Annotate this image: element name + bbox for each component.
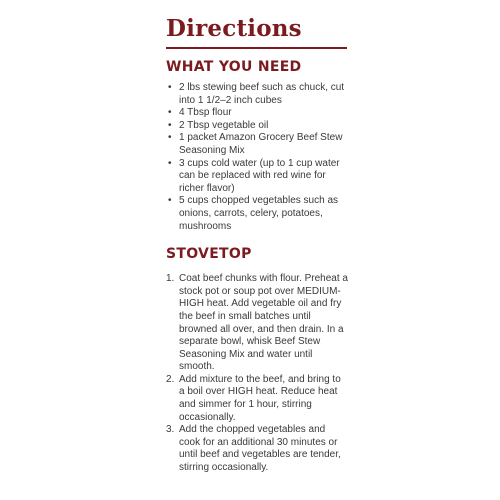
step-item [166,273,348,374]
ingredient-item [166,195,348,233]
ingredient-item [166,132,348,157]
step-number: 1. [166,273,175,285]
ingredient-item [166,120,348,133]
ingredient-item [166,107,348,120]
bullet-icon: • [168,157,172,169]
bullet-icon: • [168,82,172,93]
step-text: Coat beef chunks with flour. Preheat a stock pot or soup pot over MEDIUM-HIGH heat. Add vegetable oil and fry the beef in small batches until browned all over, and then drain. In a separate bowl, whisk Beef Stew Seasoning Mix and water until smooth. [179,273,348,373]
step-item [166,374,348,424]
step-number: 3. [166,424,175,436]
bullet-icon: • [168,119,172,131]
ingredient-text: 4 Tbsp flour [179,107,232,119]
title-divider [166,47,347,49]
step-text: Add the chopped vegetables and cook for an additional 30 minutes or until beef and vegetables are tender, stirring occasionally. [179,424,341,474]
stovetop-heading: STOVETOP [166,246,252,263]
ingredient-text: 2 lbs stewing beef such as chuck, cut into 1 1/2–2 inch cubes [179,82,345,106]
bullet-icon: • [168,132,172,144]
ingredient-item [166,82,348,107]
page-title: Directions [166,15,302,42]
ingredient-text: 5 cups chopped vegetables such as onions, carrots, celery, potatoes, mushrooms [179,195,338,232]
ingredients-list [166,82,348,233]
stovetop-steps [166,273,348,475]
directions-panel [166,14,348,475]
step-text: Add mixture to the beef, and bring to a boil over HIGH heat. Reduce heat and simmer for 1 hour, stirring occasionally. [179,373,341,423]
ingredient-text: 1 packet Amazon Grocery Beef Stew Seasoning Mix [179,132,343,156]
ingredient-text: 3 cups cold water (up to 1 cup water can be replaced with red wine for richer flavor) [179,157,340,194]
step-item [166,424,348,474]
bullet-icon: • [168,195,172,207]
ingredient-item [166,158,348,196]
step-number: 2. [166,373,175,385]
bullet-icon: • [168,107,172,119]
ingredients-heading: WHAT YOU NEED [166,59,302,75]
ingredient-text: 2 Tbsp vegetable oil [179,119,269,131]
